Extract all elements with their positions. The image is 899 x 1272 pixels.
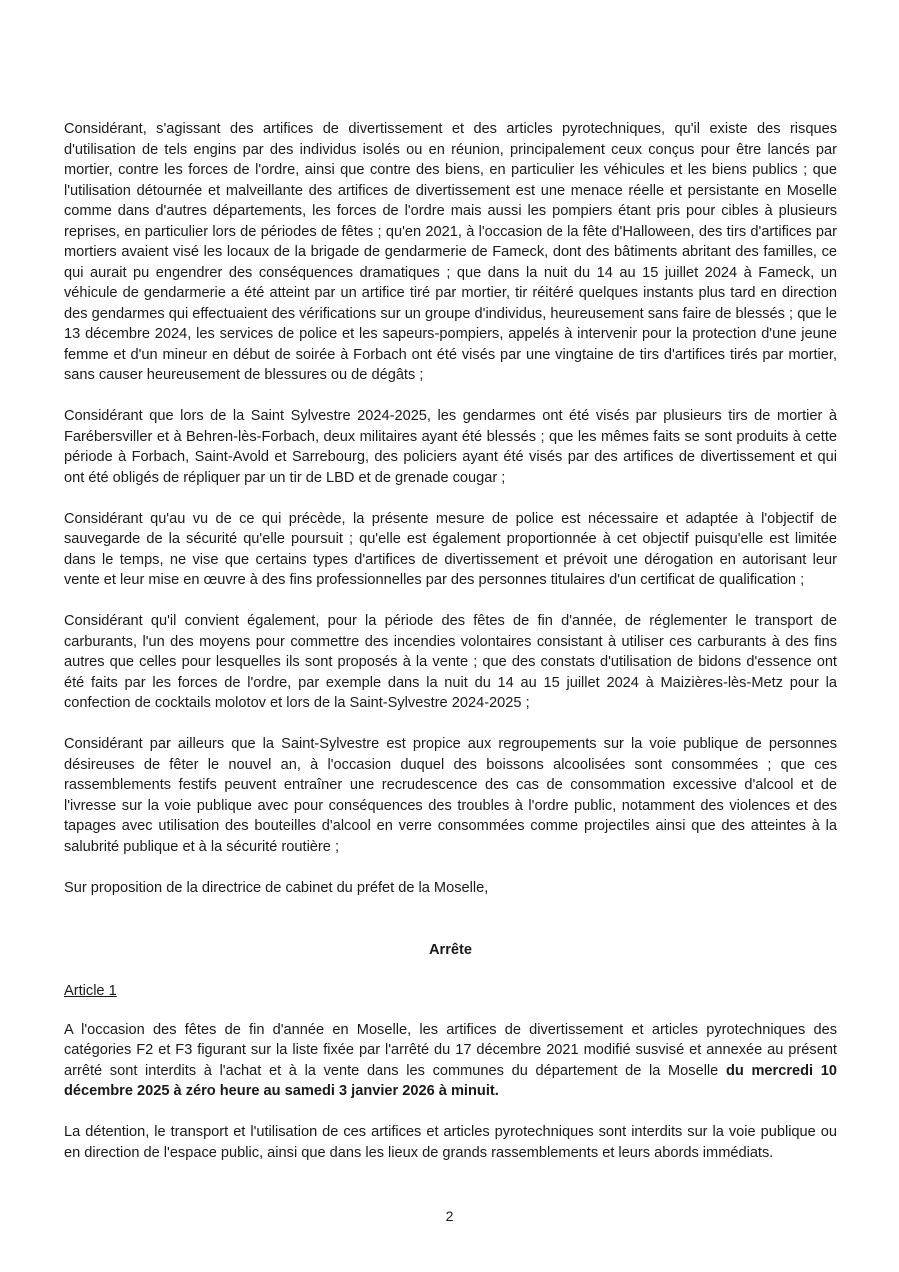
document-body <box>64 119 837 1184</box>
decree-title: Arrête <box>429 942 472 958</box>
page-number: 2 <box>445 1208 454 1224</box>
considerant-paragraph: Considérant qu'il convient également, pour la période des fêtes de fin d'année, de réglementer le transport de carburants, l'un des moyens pour commettre des incendies volontaires consistant à utiliser ces carburants à des fins autres que celles pour lesquelles ils sont proposés à la vente ; que des constats d'utilisation de bidons d'essence ont été faits par les forces de l'ordre, par exemple dans la nuit du 14 au 15 juillet 2024 à Maizières-lès-Metz pour la confection de cocktails molotov et lors de la Saint-Sylvestre 2024-2025 ; <box>64 613 837 711</box>
article-paragraph: La détention, le transport et l'utilisation de ces artifices et articles pyrotechniques sont interdits sur la voie publique ou en direction de l'espace public, ainsi que dans les lieux de grands rassemblements et leurs abords immédiats. <box>64 1124 837 1161</box>
considerant-paragraph: Considérant qu'au vu de ce qui précède, la présente mesure de police est nécessaire et adaptée à l'objectif de sauvegarde de la sécurité qu'elle poursuit ; qu'elle est également proportionnée à cet objectif puisqu'elle est limitée dans le temps, ne vise que certains types d'artifices de divertissement et prévoit une dérogation en autorisant leur vente et leur mise en œuvre à des fins professionnelles par des personnes titulaires d'un certificat de qualification ; <box>64 510 837 588</box>
article-text: A l'occasion des fêtes de fin d'année en Moselle, les artifices de divertissement et articles pyrotechniques des catégories F2 et F3 figurant sur la liste fixée par l'arrêté du 17 décembre 2021 modifié susvisé et annexée au présent arrêté sont interdits à l'achat et à la vente dans les communes du département de la Moselle <box>64 1021 837 1079</box>
considerant-paragraph: Considérant, s'agissant des artifices de divertissement et des articles pyrotechniques, qu'il existe des risques d'utilisation de tels engins par des individus isolés ou en réunion, principalement ceux conçus pour être lancés par mortier, contre les forces de l'ordre, ainsi que contre des biens, en particulier les véhicules et les biens publics ; que l'utilisation détournée et malveillante des artifices de divertissement est une menace réelle et persistante en Moselle comme dans d'autres départements, les forces de l'ordre mais aussi les pompiers étant pris pour cibles à plusieurs reprises, en particulier lors de périodes de fêtes ; qu'en 2021, à l'occasion de la fête d'Halloween, des tirs d'artifices par mortiers avaient visé les locaux de la brigade de gendarmerie de Fameck, dont des bâtiments abritant des familles, ce qui aurait pu engendrer des conséquences dramatiques ; que dans la nuit du 14 au 15 juillet 2024 à Fameck, un véhicule de gendarmerie a été atteint par un artifice tiré par mortier, tir réitéré quelques instants plus tard en direction des gendarmes qui effectuaient des vérifications sur un groupe d'individus, heureusement sans faire de blessés ; que le 13 décembre 2024, les services de police et les sapeurs-pompiers, appelés à intervenir pour la protection d'une jeune femme et d'un mineur en début de soirée à Forbach ont été visés par une vingtaine de tirs d'artifices tirés par mortier, sans causer heureusement de blessures ou de dégâts ; <box>64 121 837 383</box>
proposal-paragraph: Sur proposition de la directrice de cabinet du préfet de la Moselle, <box>64 879 489 896</box>
article-paragraph <box>64 1020 837 1102</box>
considerant-paragraph: Considérant que lors de la Saint Sylvestre 2024-2025, les gendarmes ont été visés par plusieurs tirs de mortier à Farébersviller et à Behren-lès-Forbach, deux militaires ayant été blessés ; que les mêmes faits se sont produits à cette période à Forbach, Saint-Avold et Sarrebourg, des policiers ayant été visés par des artifices de divertissement et qui ont été obligés de répliquer par un tir de LBD et de grenade cougar ; <box>64 408 837 486</box>
considerant-paragraph: Considérant par ailleurs que la Saint-Sylvestre est propice aux regroupements sur la voie publique de personnes désireuses de fêter le nouvel an, à l'occasion duquel des boissons alcoolisées sont consommées ; que ces rassemblements festifs peuvent entraîner une recrudescence des cas de consommation excessive d'alcool et de l'ivresse sur la voie publique avec pour conséquences des troubles à l'ordre public, notamment des violences et des tapages avec utilisation des bouteilles d'alcool en verre consommées comme projectiles ainsi que des atteintes à la salubrité publique et à la sécurité routière ; <box>64 736 837 855</box>
article-dates: du mercredi 10 décembre 2025 à zéro heure au samedi 3 janvier 2026 à minuit. <box>64 1062 838 1099</box>
article-heading: Article 1 <box>64 983 117 999</box>
